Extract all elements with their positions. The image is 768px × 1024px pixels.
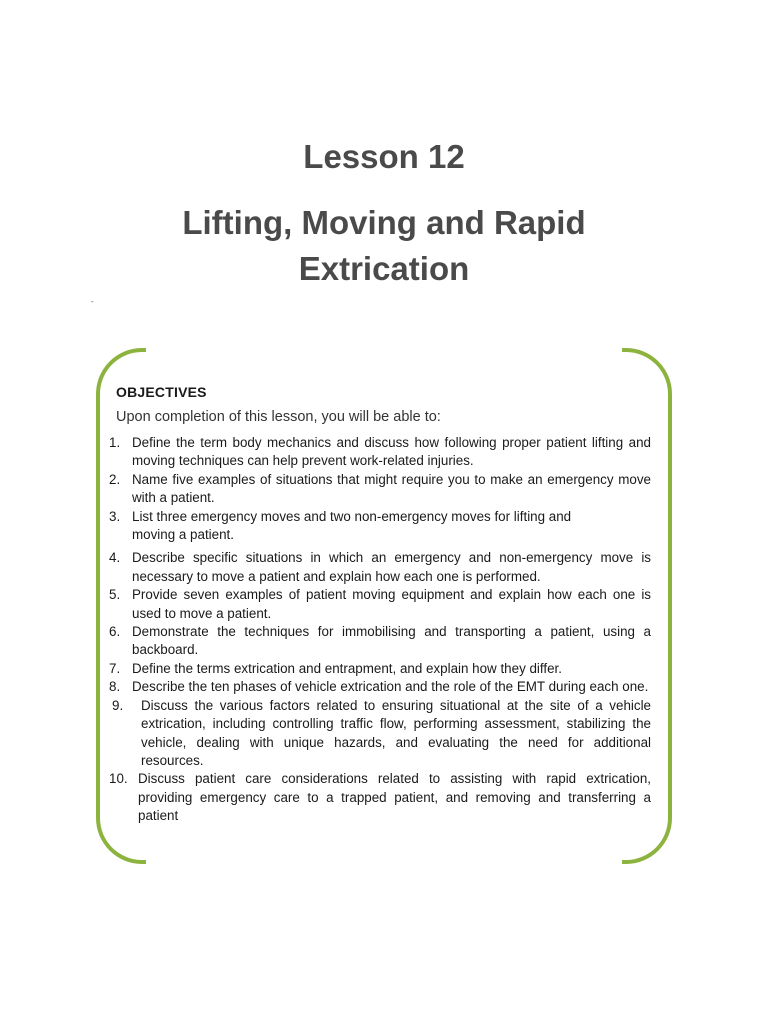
- objective-text: Provide seven examples of patient moving equipment and explain how each one is used to move a patient.: [132, 587, 651, 621]
- objective-number: 6.: [109, 624, 121, 640]
- objective-text: Name five examples of situations that might require you to make an emergency move with a patient.: [132, 471, 651, 506]
- objectives-heading: OBJECTIVES: [116, 384, 207, 400]
- objective-text: Describe the ten phases of vehicle extrication and the role of the EMT during each one.: [132, 679, 649, 695]
- objective-number: 4.: [109, 550, 121, 566]
- objective-text: List three emergency moves and two non-emergency moves for lifting and moving a patient.: [132, 508, 572, 543]
- lesson-title: Lifting, Moving and Rapid Extrication: [182, 204, 586, 287]
- objective-item-5: [109, 586, 651, 623]
- objective-text: Discuss the various factors related to ensuring situational at the site of a vehicle extrication, including controlling traffic flow, performing assessment, stabilizing the vehicle, dealing with unique hazards, and evaluating the need for additional resources.: [141, 697, 651, 768]
- objective-number: 8.: [109, 679, 121, 695]
- objective-number: 7.: [109, 660, 121, 676]
- objective-item-2: [109, 471, 651, 508]
- objective-item-1: [109, 434, 651, 471]
- stray-mark: -: [91, 297, 94, 306]
- objectives-list: [109, 434, 651, 826]
- objective-text: Define the term body mechanics and discuss how following proper patient lifting and moving techniques can help prevent work-related injuries.: [132, 435, 651, 469]
- objective-item-7: [109, 660, 651, 678]
- objective-item-8: [109, 678, 651, 696]
- objective-text: Discuss patient care considerations related to assisting with rapid extrication, providing emergency care to a trapped patient, and removing and transferring a patient: [138, 771, 651, 824]
- objective-number: 10.: [109, 771, 128, 787]
- objective-text: Demonstrate the techniques for immobilising and transporting a patient, using a backboard.: [132, 624, 651, 658]
- objective-number: 3.: [109, 508, 121, 524]
- objective-item-4: [109, 549, 651, 586]
- objective-number: 9.: [112, 697, 124, 713]
- objective-item-3: [109, 508, 651, 545]
- objective-number: 2.: [109, 471, 121, 487]
- objective-number: 5.: [109, 587, 121, 603]
- objective-item-9: [112, 697, 651, 771]
- objective-number: 1.: [109, 435, 121, 450]
- lesson-number: Lesson 12: [303, 138, 465, 175]
- objective-item-6: [109, 623, 651, 660]
- objective-text: Define the terms extrication and entrapment, and explain how they differ.: [132, 660, 562, 676]
- objective-item-10: [109, 770, 651, 825]
- objectives-intro: Upon completion of this lesson, you will be able to:: [116, 409, 441, 425]
- objective-text: Describe specific situations in which an emergency and non-emergency move is necessary to move a patient and explain how each one is performed.: [132, 550, 651, 584]
